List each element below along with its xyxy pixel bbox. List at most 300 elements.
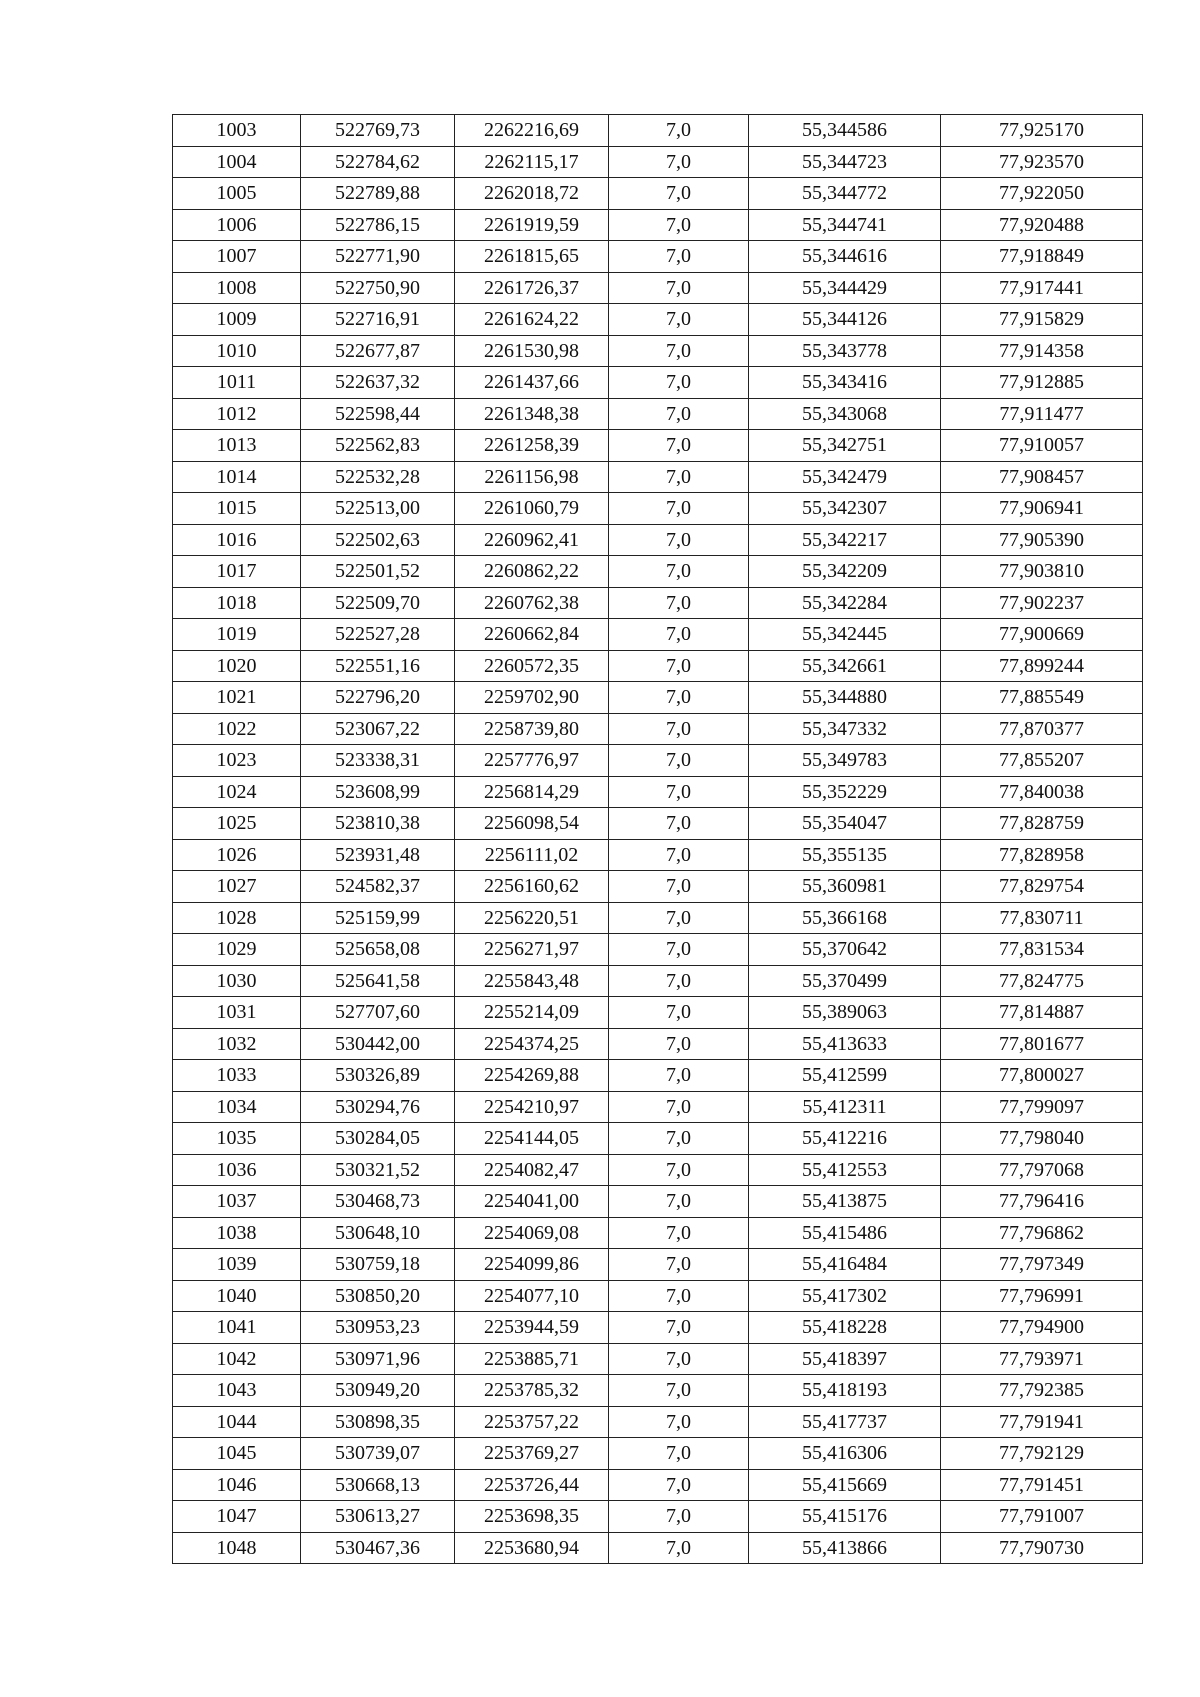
- table-row: [173, 398, 1143, 430]
- point-number-cell: 1032: [173, 1028, 301, 1060]
- table-row: [173, 776, 1143, 808]
- x-coordinate-cell: 522796,20: [301, 682, 455, 714]
- latitude-cell: 55,389063: [749, 997, 941, 1029]
- longitude-cell: 77,915829: [941, 304, 1143, 336]
- x-coordinate-cell: 522637,32: [301, 367, 455, 399]
- latitude-cell: 55,342479: [749, 461, 941, 493]
- accuracy-cell: 7,0: [609, 461, 749, 493]
- point-number-cell: 1013: [173, 430, 301, 462]
- latitude-cell: 55,342661: [749, 650, 941, 682]
- table-row: [173, 1123, 1143, 1155]
- table-row: [173, 1375, 1143, 1407]
- point-number-cell: 1044: [173, 1406, 301, 1438]
- table-row: [173, 934, 1143, 966]
- y-coordinate-cell: 2261060,79: [455, 493, 609, 525]
- table-row: [173, 1312, 1143, 1344]
- y-coordinate-cell: 2254374,25: [455, 1028, 609, 1060]
- latitude-cell: 55,418193: [749, 1375, 941, 1407]
- longitude-cell: 77,923570: [941, 146, 1143, 178]
- latitude-cell: 55,366168: [749, 902, 941, 934]
- longitude-cell: 77,906941: [941, 493, 1143, 525]
- point-number-cell: 1015: [173, 493, 301, 525]
- table-row: [173, 304, 1143, 336]
- longitude-cell: 77,902237: [941, 587, 1143, 619]
- longitude-cell: 77,824775: [941, 965, 1143, 997]
- latitude-cell: 55,415176: [749, 1501, 941, 1533]
- y-coordinate-cell: 2254269,88: [455, 1060, 609, 1092]
- x-coordinate-cell: 530467,36: [301, 1532, 455, 1564]
- latitude-cell: 55,344126: [749, 304, 941, 336]
- accuracy-cell: 7,0: [609, 209, 749, 241]
- x-coordinate-cell: 522513,00: [301, 493, 455, 525]
- point-number-cell: 1018: [173, 587, 301, 619]
- latitude-cell: 55,416484: [749, 1249, 941, 1281]
- accuracy-cell: 7,0: [609, 1438, 749, 1470]
- table-row: [173, 1501, 1143, 1533]
- latitude-cell: 55,344429: [749, 272, 941, 304]
- accuracy-cell: 7,0: [609, 934, 749, 966]
- y-coordinate-cell: 2256160,62: [455, 871, 609, 903]
- accuracy-cell: 7,0: [609, 1375, 749, 1407]
- point-number-cell: 1016: [173, 524, 301, 556]
- latitude-cell: 55,344772: [749, 178, 941, 210]
- y-coordinate-cell: 2254099,86: [455, 1249, 609, 1281]
- longitude-cell: 77,828759: [941, 808, 1143, 840]
- point-number-cell: 1041: [173, 1312, 301, 1344]
- y-coordinate-cell: 2256111,02: [455, 839, 609, 871]
- y-coordinate-cell: 2261530,98: [455, 335, 609, 367]
- x-coordinate-cell: 522509,70: [301, 587, 455, 619]
- point-number-cell: 1009: [173, 304, 301, 336]
- accuracy-cell: 7,0: [609, 650, 749, 682]
- point-number-cell: 1022: [173, 713, 301, 745]
- y-coordinate-cell: 2254041,00: [455, 1186, 609, 1218]
- point-number-cell: 1031: [173, 997, 301, 1029]
- accuracy-cell: 7,0: [609, 556, 749, 588]
- point-number-cell: 1014: [173, 461, 301, 493]
- accuracy-cell: 7,0: [609, 304, 749, 336]
- point-number-cell: 1010: [173, 335, 301, 367]
- table-row: [173, 871, 1143, 903]
- longitude-cell: 77,797068: [941, 1154, 1143, 1186]
- table-row: [173, 1091, 1143, 1123]
- y-coordinate-cell: 2253769,27: [455, 1438, 609, 1470]
- longitude-cell: 77,899244: [941, 650, 1143, 682]
- x-coordinate-cell: 522784,62: [301, 146, 455, 178]
- point-number-cell: 1028: [173, 902, 301, 934]
- latitude-cell: 55,342307: [749, 493, 941, 525]
- y-coordinate-cell: 2256271,97: [455, 934, 609, 966]
- x-coordinate-cell: 530971,96: [301, 1343, 455, 1375]
- y-coordinate-cell: 2254077,10: [455, 1280, 609, 1312]
- latitude-cell: 55,352229: [749, 776, 941, 808]
- latitude-cell: 55,418228: [749, 1312, 941, 1344]
- y-coordinate-cell: 2261624,22: [455, 304, 609, 336]
- longitude-cell: 77,870377: [941, 713, 1143, 745]
- accuracy-cell: 7,0: [609, 1154, 749, 1186]
- y-coordinate-cell: 2254144,05: [455, 1123, 609, 1155]
- point-number-cell: 1042: [173, 1343, 301, 1375]
- x-coordinate-cell: 522677,87: [301, 335, 455, 367]
- latitude-cell: 55,344880: [749, 682, 941, 714]
- y-coordinate-cell: 2256814,29: [455, 776, 609, 808]
- x-coordinate-cell: 530468,73: [301, 1186, 455, 1218]
- x-coordinate-cell: 530294,76: [301, 1091, 455, 1123]
- longitude-cell: 77,793971: [941, 1343, 1143, 1375]
- latitude-cell: 55,344616: [749, 241, 941, 273]
- longitude-cell: 77,905390: [941, 524, 1143, 556]
- x-coordinate-cell: 522789,88: [301, 178, 455, 210]
- point-number-cell: 1003: [173, 115, 301, 147]
- x-coordinate-cell: 522551,16: [301, 650, 455, 682]
- accuracy-cell: 7,0: [609, 1249, 749, 1281]
- x-coordinate-cell: 525159,99: [301, 902, 455, 934]
- accuracy-cell: 7,0: [609, 1469, 749, 1501]
- y-coordinate-cell: 2258739,80: [455, 713, 609, 745]
- latitude-cell: 55,417302: [749, 1280, 941, 1312]
- point-number-cell: 1033: [173, 1060, 301, 1092]
- latitude-cell: 55,342445: [749, 619, 941, 651]
- accuracy-cell: 7,0: [609, 178, 749, 210]
- latitude-cell: 55,344741: [749, 209, 941, 241]
- latitude-cell: 55,415669: [749, 1469, 941, 1501]
- table-row: [173, 461, 1143, 493]
- accuracy-cell: 7,0: [609, 1280, 749, 1312]
- y-coordinate-cell: 2260962,41: [455, 524, 609, 556]
- x-coordinate-cell: 522786,15: [301, 209, 455, 241]
- longitude-cell: 77,908457: [941, 461, 1143, 493]
- table-row: [173, 367, 1143, 399]
- y-coordinate-cell: 2253785,32: [455, 1375, 609, 1407]
- table-row: [173, 619, 1143, 651]
- longitude-cell: 77,798040: [941, 1123, 1143, 1155]
- latitude-cell: 55,360981: [749, 871, 941, 903]
- y-coordinate-cell: 2255214,09: [455, 997, 609, 1029]
- y-coordinate-cell: 2257776,97: [455, 745, 609, 777]
- table-row: [173, 115, 1143, 147]
- x-coordinate-cell: 522501,52: [301, 556, 455, 588]
- longitude-cell: 77,831534: [941, 934, 1143, 966]
- y-coordinate-cell: 2261348,38: [455, 398, 609, 430]
- x-coordinate-cell: 530739,07: [301, 1438, 455, 1470]
- table-row: [173, 1217, 1143, 1249]
- accuracy-cell: 7,0: [609, 745, 749, 777]
- table-row: [173, 1028, 1143, 1060]
- table-row: [173, 587, 1143, 619]
- x-coordinate-cell: 530949,20: [301, 1375, 455, 1407]
- longitude-cell: 77,830711: [941, 902, 1143, 934]
- y-coordinate-cell: 2253726,44: [455, 1469, 609, 1501]
- latitude-cell: 55,412599: [749, 1060, 941, 1092]
- point-number-cell: 1043: [173, 1375, 301, 1407]
- table-row: [173, 1186, 1143, 1218]
- y-coordinate-cell: 2253757,22: [455, 1406, 609, 1438]
- accuracy-cell: 7,0: [609, 776, 749, 808]
- latitude-cell: 55,413866: [749, 1532, 941, 1564]
- accuracy-cell: 7,0: [609, 272, 749, 304]
- x-coordinate-cell: 523338,31: [301, 745, 455, 777]
- latitude-cell: 55,418397: [749, 1343, 941, 1375]
- x-coordinate-cell: 522502,63: [301, 524, 455, 556]
- longitude-cell: 77,800027: [941, 1060, 1143, 1092]
- latitude-cell: 55,349783: [749, 745, 941, 777]
- y-coordinate-cell: 2261815,65: [455, 241, 609, 273]
- accuracy-cell: 7,0: [609, 871, 749, 903]
- table-row: [173, 1438, 1143, 1470]
- longitude-cell: 77,918849: [941, 241, 1143, 273]
- y-coordinate-cell: 2261726,37: [455, 272, 609, 304]
- x-coordinate-cell: 522750,90: [301, 272, 455, 304]
- point-number-cell: 1038: [173, 1217, 301, 1249]
- y-coordinate-cell: 2261437,66: [455, 367, 609, 399]
- point-number-cell: 1026: [173, 839, 301, 871]
- latitude-cell: 55,342284: [749, 587, 941, 619]
- x-coordinate-cell: 530668,13: [301, 1469, 455, 1501]
- latitude-cell: 55,347332: [749, 713, 941, 745]
- y-coordinate-cell: 2254069,08: [455, 1217, 609, 1249]
- accuracy-cell: 7,0: [609, 493, 749, 525]
- accuracy-cell: 7,0: [609, 808, 749, 840]
- y-coordinate-cell: 2260662,84: [455, 619, 609, 651]
- table-row: [173, 1343, 1143, 1375]
- x-coordinate-cell: 522532,28: [301, 461, 455, 493]
- y-coordinate-cell: 2254210,97: [455, 1091, 609, 1123]
- y-coordinate-cell: 2262018,72: [455, 178, 609, 210]
- table-row: [173, 209, 1143, 241]
- latitude-cell: 55,412216: [749, 1123, 941, 1155]
- table-row: [173, 682, 1143, 714]
- table-row: [173, 430, 1143, 462]
- x-coordinate-cell: 522716,91: [301, 304, 455, 336]
- point-number-cell: 1020: [173, 650, 301, 682]
- longitude-cell: 77,791941: [941, 1406, 1143, 1438]
- accuracy-cell: 7,0: [609, 902, 749, 934]
- point-number-cell: 1011: [173, 367, 301, 399]
- latitude-cell: 55,417737: [749, 1406, 941, 1438]
- point-number-cell: 1029: [173, 934, 301, 966]
- latitude-cell: 55,355135: [749, 839, 941, 871]
- longitude-cell: 77,885549: [941, 682, 1143, 714]
- x-coordinate-cell: 524582,37: [301, 871, 455, 903]
- accuracy-cell: 7,0: [609, 965, 749, 997]
- point-number-cell: 1030: [173, 965, 301, 997]
- table-row: [173, 146, 1143, 178]
- coordinates-table: [172, 114, 1143, 1564]
- accuracy-cell: 7,0: [609, 713, 749, 745]
- latitude-cell: 55,342217: [749, 524, 941, 556]
- point-number-cell: 1035: [173, 1123, 301, 1155]
- latitude-cell: 55,413633: [749, 1028, 941, 1060]
- table-row: [173, 1406, 1143, 1438]
- point-number-cell: 1047: [173, 1501, 301, 1533]
- table-row: [173, 241, 1143, 273]
- latitude-cell: 55,412311: [749, 1091, 941, 1123]
- point-number-cell: 1045: [173, 1438, 301, 1470]
- x-coordinate-cell: 530648,10: [301, 1217, 455, 1249]
- longitude-cell: 77,799097: [941, 1091, 1143, 1123]
- latitude-cell: 55,342209: [749, 556, 941, 588]
- latitude-cell: 55,413875: [749, 1186, 941, 1218]
- table-row: [173, 713, 1143, 745]
- table-row: [173, 902, 1143, 934]
- table-row: [173, 1532, 1143, 1564]
- x-coordinate-cell: 525658,08: [301, 934, 455, 966]
- accuracy-cell: 7,0: [609, 839, 749, 871]
- accuracy-cell: 7,0: [609, 398, 749, 430]
- x-coordinate-cell: 530442,00: [301, 1028, 455, 1060]
- table-row: [173, 745, 1143, 777]
- y-coordinate-cell: 2253944,59: [455, 1312, 609, 1344]
- longitude-cell: 77,910057: [941, 430, 1143, 462]
- longitude-cell: 77,814887: [941, 997, 1143, 1029]
- point-number-cell: 1005: [173, 178, 301, 210]
- accuracy-cell: 7,0: [609, 367, 749, 399]
- latitude-cell: 55,416306: [749, 1438, 941, 1470]
- latitude-cell: 55,412553: [749, 1154, 941, 1186]
- longitude-cell: 77,790730: [941, 1532, 1143, 1564]
- accuracy-cell: 7,0: [609, 997, 749, 1029]
- y-coordinate-cell: 2254082,47: [455, 1154, 609, 1186]
- table-row: [173, 556, 1143, 588]
- accuracy-cell: 7,0: [609, 1123, 749, 1155]
- latitude-cell: 55,415486: [749, 1217, 941, 1249]
- longitude-cell: 77,840038: [941, 776, 1143, 808]
- accuracy-cell: 7,0: [609, 1091, 749, 1123]
- accuracy-cell: 7,0: [609, 1028, 749, 1060]
- longitude-cell: 77,914358: [941, 335, 1143, 367]
- longitude-cell: 77,797349: [941, 1249, 1143, 1281]
- point-number-cell: 1017: [173, 556, 301, 588]
- point-number-cell: 1023: [173, 745, 301, 777]
- x-coordinate-cell: 530759,18: [301, 1249, 455, 1281]
- accuracy-cell: 7,0: [609, 146, 749, 178]
- y-coordinate-cell: 2261919,59: [455, 209, 609, 241]
- longitude-cell: 77,794900: [941, 1312, 1143, 1344]
- table-row: [173, 808, 1143, 840]
- x-coordinate-cell: 530326,89: [301, 1060, 455, 1092]
- point-number-cell: 1025: [173, 808, 301, 840]
- y-coordinate-cell: 2253885,71: [455, 1343, 609, 1375]
- point-number-cell: 1039: [173, 1249, 301, 1281]
- longitude-cell: 77,917441: [941, 272, 1143, 304]
- y-coordinate-cell: 2253698,35: [455, 1501, 609, 1533]
- longitude-cell: 77,922050: [941, 178, 1143, 210]
- point-number-cell: 1034: [173, 1091, 301, 1123]
- longitude-cell: 77,796416: [941, 1186, 1143, 1218]
- y-coordinate-cell: 2256098,54: [455, 808, 609, 840]
- accuracy-cell: 7,0: [609, 682, 749, 714]
- longitude-cell: 77,903810: [941, 556, 1143, 588]
- y-coordinate-cell: 2262216,69: [455, 115, 609, 147]
- accuracy-cell: 7,0: [609, 1217, 749, 1249]
- accuracy-cell: 7,0: [609, 1406, 749, 1438]
- x-coordinate-cell: 522562,83: [301, 430, 455, 462]
- point-number-cell: 1004: [173, 146, 301, 178]
- longitude-cell: 77,900669: [941, 619, 1143, 651]
- x-coordinate-cell: 522527,28: [301, 619, 455, 651]
- longitude-cell: 77,925170: [941, 115, 1143, 147]
- x-coordinate-cell: 522769,73: [301, 115, 455, 147]
- accuracy-cell: 7,0: [609, 335, 749, 367]
- point-number-cell: 1036: [173, 1154, 301, 1186]
- point-number-cell: 1027: [173, 871, 301, 903]
- accuracy-cell: 7,0: [609, 1343, 749, 1375]
- accuracy-cell: 7,0: [609, 1060, 749, 1092]
- x-coordinate-cell: 525641,58: [301, 965, 455, 997]
- longitude-cell: 77,829754: [941, 871, 1143, 903]
- latitude-cell: 55,343778: [749, 335, 941, 367]
- y-coordinate-cell: 2260862,22: [455, 556, 609, 588]
- x-coordinate-cell: 522771,90: [301, 241, 455, 273]
- coordinates-table-body: [173, 115, 1143, 1564]
- latitude-cell: 55,370642: [749, 934, 941, 966]
- latitude-cell: 55,343416: [749, 367, 941, 399]
- longitude-cell: 77,791451: [941, 1469, 1143, 1501]
- table-row: [173, 524, 1143, 556]
- point-number-cell: 1048: [173, 1532, 301, 1564]
- y-coordinate-cell: 2260762,38: [455, 587, 609, 619]
- longitude-cell: 77,792129: [941, 1438, 1143, 1470]
- accuracy-cell: 7,0: [609, 619, 749, 651]
- x-coordinate-cell: 523608,99: [301, 776, 455, 808]
- point-number-cell: 1046: [173, 1469, 301, 1501]
- table-row: [173, 965, 1143, 997]
- point-number-cell: 1008: [173, 272, 301, 304]
- table-row: [173, 1469, 1143, 1501]
- accuracy-cell: 7,0: [609, 1501, 749, 1533]
- table-row: [173, 997, 1143, 1029]
- y-coordinate-cell: 2253680,94: [455, 1532, 609, 1564]
- longitude-cell: 77,792385: [941, 1375, 1143, 1407]
- point-number-cell: 1040: [173, 1280, 301, 1312]
- y-coordinate-cell: 2261258,39: [455, 430, 609, 462]
- x-coordinate-cell: 527707,60: [301, 997, 455, 1029]
- accuracy-cell: 7,0: [609, 1312, 749, 1344]
- x-coordinate-cell: 530850,20: [301, 1280, 455, 1312]
- table-row: [173, 1060, 1143, 1092]
- table-row: [173, 839, 1143, 871]
- longitude-cell: 77,796862: [941, 1217, 1143, 1249]
- latitude-cell: 55,342751: [749, 430, 941, 462]
- longitude-cell: 77,920488: [941, 209, 1143, 241]
- longitude-cell: 77,796991: [941, 1280, 1143, 1312]
- point-number-cell: 1021: [173, 682, 301, 714]
- x-coordinate-cell: 530284,05: [301, 1123, 455, 1155]
- latitude-cell: 55,344723: [749, 146, 941, 178]
- latitude-cell: 55,370499: [749, 965, 941, 997]
- table-row: [173, 650, 1143, 682]
- y-coordinate-cell: 2259702,90: [455, 682, 609, 714]
- point-number-cell: 1012: [173, 398, 301, 430]
- x-coordinate-cell: 523810,38: [301, 808, 455, 840]
- point-number-cell: 1007: [173, 241, 301, 273]
- table-row: [173, 178, 1143, 210]
- y-coordinate-cell: 2260572,35: [455, 650, 609, 682]
- x-coordinate-cell: 523067,22: [301, 713, 455, 745]
- table-row: [173, 1154, 1143, 1186]
- x-coordinate-cell: 530953,23: [301, 1312, 455, 1344]
- accuracy-cell: 7,0: [609, 430, 749, 462]
- x-coordinate-cell: 523931,48: [301, 839, 455, 871]
- point-number-cell: 1024: [173, 776, 301, 808]
- y-coordinate-cell: 2256220,51: [455, 902, 609, 934]
- x-coordinate-cell: 530898,35: [301, 1406, 455, 1438]
- longitude-cell: 77,912885: [941, 367, 1143, 399]
- x-coordinate-cell: 530613,27: [301, 1501, 455, 1533]
- point-number-cell: 1006: [173, 209, 301, 241]
- table-row: [173, 1249, 1143, 1281]
- longitude-cell: 77,911477: [941, 398, 1143, 430]
